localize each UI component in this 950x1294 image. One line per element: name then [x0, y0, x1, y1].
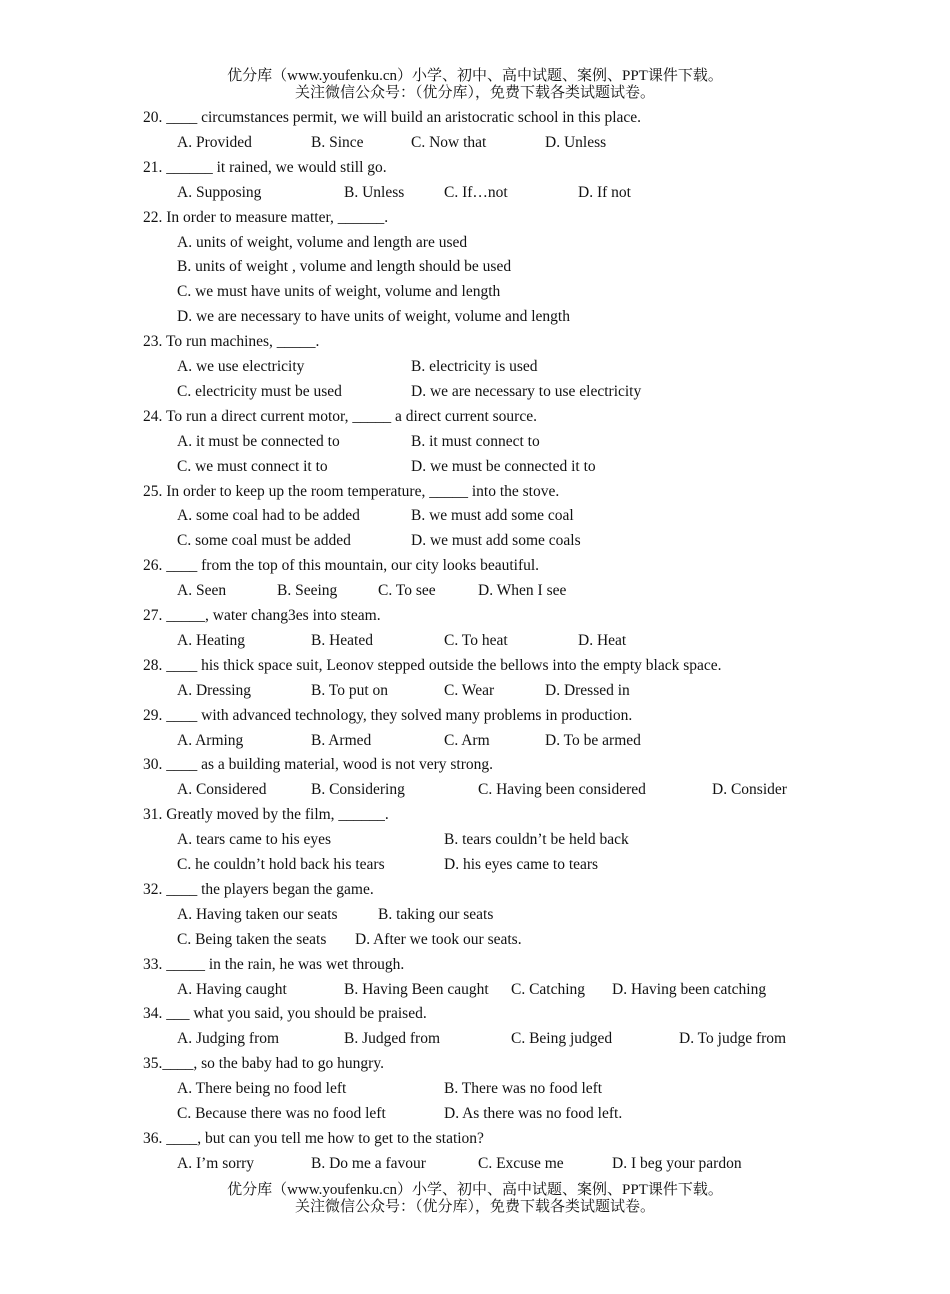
header-line-1: 优分库（www.youfenku.cn）小学、初中、高中试题、案例、PPT课件下载。 [227, 68, 723, 84]
question-30-option-d: D. Consider [712, 781, 787, 799]
question-29-option-d: D. To be armed [545, 731, 641, 749]
question-28-stem: 28. ____ his thick space suit, Leonov stepped outside the bellows into the empty black space. [143, 656, 722, 674]
question-23-option-a: A. we use electricity [177, 358, 305, 375]
question-33-stem: 33. _____ in the rain, he was wet through. [143, 955, 405, 973]
question-21-stem: 21. ______ it rained, we would still go. [143, 158, 387, 176]
question-24-option-a: A. it must be connected to [177, 432, 340, 450]
question-36-option-c: C. Excuse me [478, 1154, 564, 1172]
question-24-option-d: D. we must be connected it to [411, 457, 596, 475]
question-27-option-b: B. Heated [311, 631, 373, 649]
question-34-option-d: D. To judge from [679, 1030, 787, 1048]
question-32-option-a: A. Having taken our seats [177, 905, 338, 923]
question-21-option-c: C. If…not [444, 183, 508, 201]
question-22-option-c: C. we must have units of weight, volume and length [177, 283, 501, 301]
question-27-option-d: D. Heat [578, 631, 627, 649]
question-32-stem: 32. ____ the players began the game. [143, 880, 374, 898]
question-31-option-c: C. he couldn’t hold back his tears [177, 856, 385, 873]
question-31-option-b: B. tears couldn’t be held back [444, 831, 629, 849]
question-24-option-c: C. we must connect it to [177, 457, 328, 475]
question-26-option-b: B. Seeing [277, 582, 338, 600]
question-20-option-d: D. Unless [545, 133, 607, 151]
question-25-option-c: C. some coal must be added [177, 532, 351, 550]
question-35-option-b: B. There was no food left [444, 1080, 603, 1098]
question-30-option-b: B. Considering [311, 781, 405, 799]
question-21-option-d: D. If not [578, 183, 631, 201]
question-29-option-c: C. Arm [444, 731, 490, 749]
question-27-option-a: A. Heating [177, 631, 246, 649]
question-28-option-c: C. Wear [444, 681, 495, 699]
question-24-stem: 24. To run a direct current motor, _____ a direct current source. [143, 407, 537, 425]
question-34-option-b: B. Judged from [344, 1030, 441, 1048]
question-35-option-a: A. There being no food left [177, 1080, 347, 1098]
page-header [0, 68, 950, 102]
question-23-option-d: D. we are necessary to use electricity [411, 382, 642, 400]
question-28-option-d: D. Dressed in [545, 681, 630, 699]
question-26-option-d: D. When I see [478, 582, 567, 600]
question-33-option-a: A. Having caught [177, 980, 287, 998]
question-35-option-c: C. Because there was no food left [177, 1105, 386, 1122]
question-35-stem: 35.____, so the baby had to go hungry. [143, 1055, 384, 1073]
question-23-option-b: B. electricity is used [411, 358, 538, 375]
question-27-stem: 27. _____, water chang3es into steam. [143, 607, 381, 624]
question-25-option-d: D. we must add some coals [411, 532, 581, 550]
question-27-option-c: C. To heat [444, 631, 508, 649]
question-34-option-a: A. Judging from [177, 1030, 280, 1048]
question-36-stem: 36. ____, but can you tell me how to get to the station? [143, 1129, 484, 1147]
question-32-option-d: D. After we took our seats. [355, 930, 522, 948]
question-35-option-d: D. As there was no food left. [444, 1105, 623, 1122]
question-31-stem: 31. Greatly moved by the film, ______. [143, 806, 389, 824]
question-21-option-b: B. Unless [344, 183, 405, 201]
question-36-option-b: B. Do me a favour [311, 1154, 426, 1172]
question-30-option-a: A. Considered [177, 781, 267, 799]
question-30-stem: 30. ____ as a building material, wood is not very strong. [143, 756, 493, 774]
question-26-stem: 26. ____ from the top of this mountain, our city looks beautiful. [143, 557, 540, 575]
question-20-option-b: B. Since [311, 133, 364, 151]
question-20-option-a: A. Provided [177, 133, 252, 151]
question-25-option-a: A. some coal had to be added [177, 507, 360, 525]
question-33-option-c: C. Catching [511, 980, 586, 998]
question-33-option-b: B. Having Been caught [344, 980, 489, 998]
question-23-stem: 23. To run machines, _____. [143, 333, 320, 351]
question-26-option-a: A. Seen [177, 582, 227, 600]
question-22-option-a: A. units of weight, volume and length are used [177, 233, 468, 251]
page-footer [0, 1182, 950, 1216]
question-23-option-c: C. electricity must be used [177, 382, 342, 400]
question-33-option-d: D. Having been catching [612, 980, 767, 998]
question-25-stem: 25. In order to keep up the room temperature, _____ into the stove. [143, 482, 560, 500]
question-26-option-c: C. To see [378, 582, 436, 600]
header-line-2: 关注微信公众号：（优分库），免费下载各类试题试卷。 [294, 85, 655, 101]
question-22-stem: 22. In order to measure matter, ______. [143, 208, 389, 226]
question-20-option-c: C. Now that [411, 133, 487, 151]
question-32-option-b: B. taking our seats [378, 905, 494, 923]
footer-line-1: 优分库（www.youfenku.cn）小学、初中、高中试题、案例、PPT课件下载。 [227, 1182, 723, 1198]
question-29-option-a: A. Arming [177, 731, 244, 749]
question-36-option-d: D. I beg your pardon [612, 1154, 742, 1172]
question-31-option-a: A. tears came to his eyes [177, 831, 332, 849]
question-21-option-a: A. Supposing [177, 183, 262, 201]
question-34-option-c: C. Being judged [511, 1030, 613, 1048]
question-28-option-a: A. Dressing [177, 681, 252, 699]
question-24-option-b: B. it must connect to [411, 432, 540, 450]
question-22-option-d: D. we are necessary to have units of weight, volume and length [177, 308, 570, 326]
question-25-option-b: B. we must add some coal [411, 507, 574, 525]
footer-line-2: 关注微信公众号：（优分库），免费下载各类试题试卷。 [294, 1199, 655, 1215]
question-28-option-b: B. To put on [311, 681, 389, 699]
question-20-stem: 20. ____ circumstances permit, we will build an aristocratic school in this place. [143, 109, 642, 126]
question-29-option-b: B. Armed [311, 731, 372, 749]
question-30-option-c: C. Having been considered [478, 781, 646, 799]
question-22-option-b: B. units of weight , volume and length should be used [177, 258, 512, 276]
question-34-stem: 34. ___ what you said, you should be praised. [143, 1005, 427, 1023]
question-36-option-a: A. I’m sorry [177, 1154, 255, 1172]
question-31-option-d: D. his eyes came to tears [444, 856, 599, 873]
question-29-stem: 29. ____ with advanced technology, they solved many problems in production. [143, 706, 633, 724]
question-32-option-c: C. Being taken the seats [177, 930, 327, 948]
